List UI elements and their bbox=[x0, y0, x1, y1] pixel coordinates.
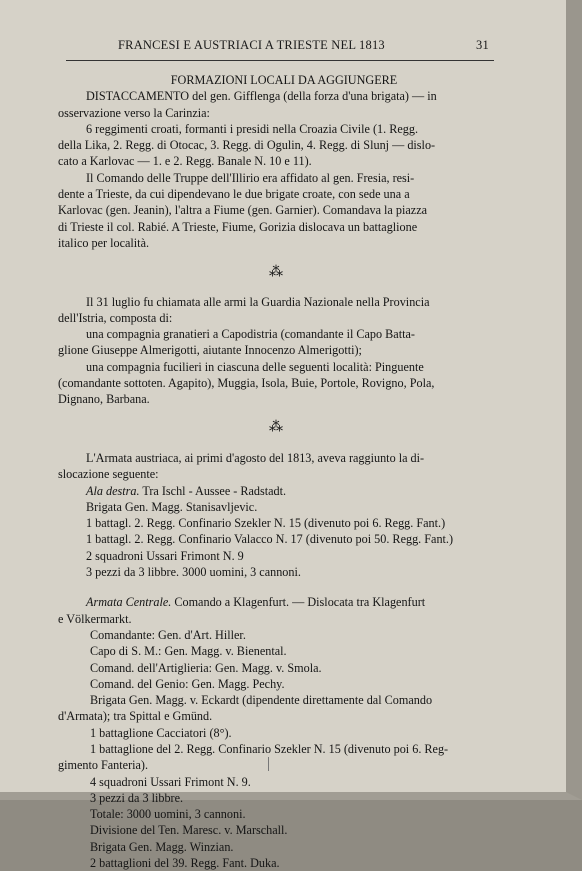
text-line: 1 battagl. 2. Regg. Confinario Valacco N. 17 (divenuto poi 50. Regg. Fant.) bbox=[86, 532, 454, 547]
text-line: DISTACCAMENTO del gen. Gifflenga (della forza d'una brigata) — in bbox=[86, 89, 437, 104]
text-line: osservazione verso la Carinzia: bbox=[58, 105, 210, 120]
text-line: 2 battaglioni del 39. Regg. Fant. Duka. bbox=[90, 856, 280, 871]
text-line: cato a Karlovac — 1. e 2. Regg. Banale N. 10 e 11). bbox=[58, 154, 312, 169]
asterism-separator: ⁂ bbox=[269, 419, 283, 435]
text-line: 6 reggimenti croati, formanti i presidi nella Croazia Civile (1. Regg. bbox=[86, 121, 419, 136]
text-line: gimento Fanteria). bbox=[58, 758, 149, 773]
text-line: dell'Istria, composta di: bbox=[58, 310, 173, 325]
text-line: dente a Trieste, da cui dipendevano le due brigate croate, con sede una a bbox=[58, 187, 410, 202]
text-line: Brigata Gen. Magg. v. Eckardt (dipendente direttamente dal Comando bbox=[90, 693, 433, 708]
text-line: 2 squadroni Ussari Frimont N. 9 bbox=[86, 548, 244, 563]
text-line: slocazione seguente: bbox=[58, 467, 159, 482]
page-body bbox=[58, 72, 494, 871]
section-heading: FORMAZIONI LOCALI DA AGGIUNGERE bbox=[170, 73, 398, 87]
text-line: della Lika, 2. Regg. di Otocac, 3. Regg. di Ogulin, 4. Regg. di Slunj — dislo- bbox=[58, 138, 436, 153]
text-line: Comandante: Gen. d'Art. Hiller. bbox=[90, 627, 246, 642]
text-line: 3 pezzi da 3 libbre. bbox=[90, 790, 184, 805]
text-line: 1 battaglione del 2. Regg. Confinario Szekler N. 15 (divenuto poi 6. Reg- bbox=[90, 741, 449, 756]
text-line: di Trieste il col. Rabié. A Trieste, Fiume, Gorizia dislocava un battaglione bbox=[58, 219, 418, 234]
text-line: Divisione del Ten. Maresc. v. Marschall. bbox=[90, 823, 288, 838]
text-line: Comand. del Genio: Gen. Magg. Pechy. bbox=[90, 676, 285, 691]
ala-destra-line bbox=[58, 483, 494, 499]
text-line: 3 pezzi da 3 libbre. 3000 uomini, 3 cannoni. bbox=[86, 565, 301, 580]
text-line: Capo di S. M.: Gen. Magg. v. Bienental. bbox=[90, 644, 287, 659]
text-line: Karlovac (gen. Jeanin), l'altra a Fiume (gen. Garnier). Comandava la piazza bbox=[58, 203, 428, 218]
text-line: Il 31 luglio fu chiamata alle armi la Guardia Nazionale nella Provincia bbox=[86, 294, 430, 309]
running-title: FRANCESI E AUSTRIACI A TRIESTE NEL 1813 bbox=[118, 38, 385, 52]
text-line: (comandante sottoten. Agapito), Muggia, Isola, Buie, Portole, Rovigno, Pola, bbox=[58, 376, 435, 391]
text-line: 1 battagl. 2. Regg. Confinario Szekler N. 15 (divenuto poi 6. Regg. Fant.) bbox=[86, 516, 446, 531]
page-number: 31 bbox=[476, 38, 489, 52]
header-rule bbox=[66, 60, 494, 61]
text-line: Totale: 3000 uomini, 3 cannoni. bbox=[90, 807, 246, 822]
text-line: L'Armata austriaca, ai primi d'agosto del 1813, aveva raggiunto la di- bbox=[86, 450, 425, 465]
ala-destra-text: Tra Ischl - Aussee - Radstadt. bbox=[139, 483, 287, 498]
ala-destra-label: Ala destra. bbox=[86, 483, 140, 498]
paper-mark bbox=[268, 757, 269, 771]
armata-centrale-line bbox=[58, 594, 494, 610]
asterism-separator: ⁂ bbox=[269, 265, 283, 281]
armata-centrale-label: Armata Centrale. bbox=[86, 595, 172, 610]
armata-centrale-text: Comando a Klagenfurt. — Dislocata tra Klagenfurt bbox=[171, 595, 426, 610]
text-line: 1 battaglione Cacciatori (8°). bbox=[90, 725, 232, 740]
text-line: Dignano, Barbana. bbox=[58, 392, 150, 407]
text-line: una compagnia granatieri a Capodistria (comandante il Capo Batta- bbox=[86, 327, 415, 342]
text-line: una compagnia fucilieri in ciascuna delle seguenti località: Pinguente bbox=[86, 359, 424, 374]
text-line: Il Comando delle Truppe dell'Illirio era affidato al gen. Fresia, resi- bbox=[86, 170, 415, 185]
text-line: Brigata Gen. Magg. Stanisavljevic. bbox=[86, 499, 258, 514]
text-line: d'Armata); tra Spittal e Gmünd. bbox=[58, 709, 213, 724]
text-line: 4 squadroni Ussari Frimont N. 9. bbox=[90, 774, 251, 789]
spacer bbox=[58, 580, 494, 594]
text-line: glione Giuseppe Almerigotti, aiutante Innocenzo Almerigotti); bbox=[58, 343, 362, 358]
text-line: e Völkermarkt. bbox=[58, 611, 132, 626]
text-line: italico per località. bbox=[58, 235, 150, 250]
text-line: Comand. dell'Artiglieria: Gen. Magg. v. Smola. bbox=[90, 660, 322, 675]
text-line: Brigata Gen. Magg. Winzian. bbox=[90, 839, 234, 854]
